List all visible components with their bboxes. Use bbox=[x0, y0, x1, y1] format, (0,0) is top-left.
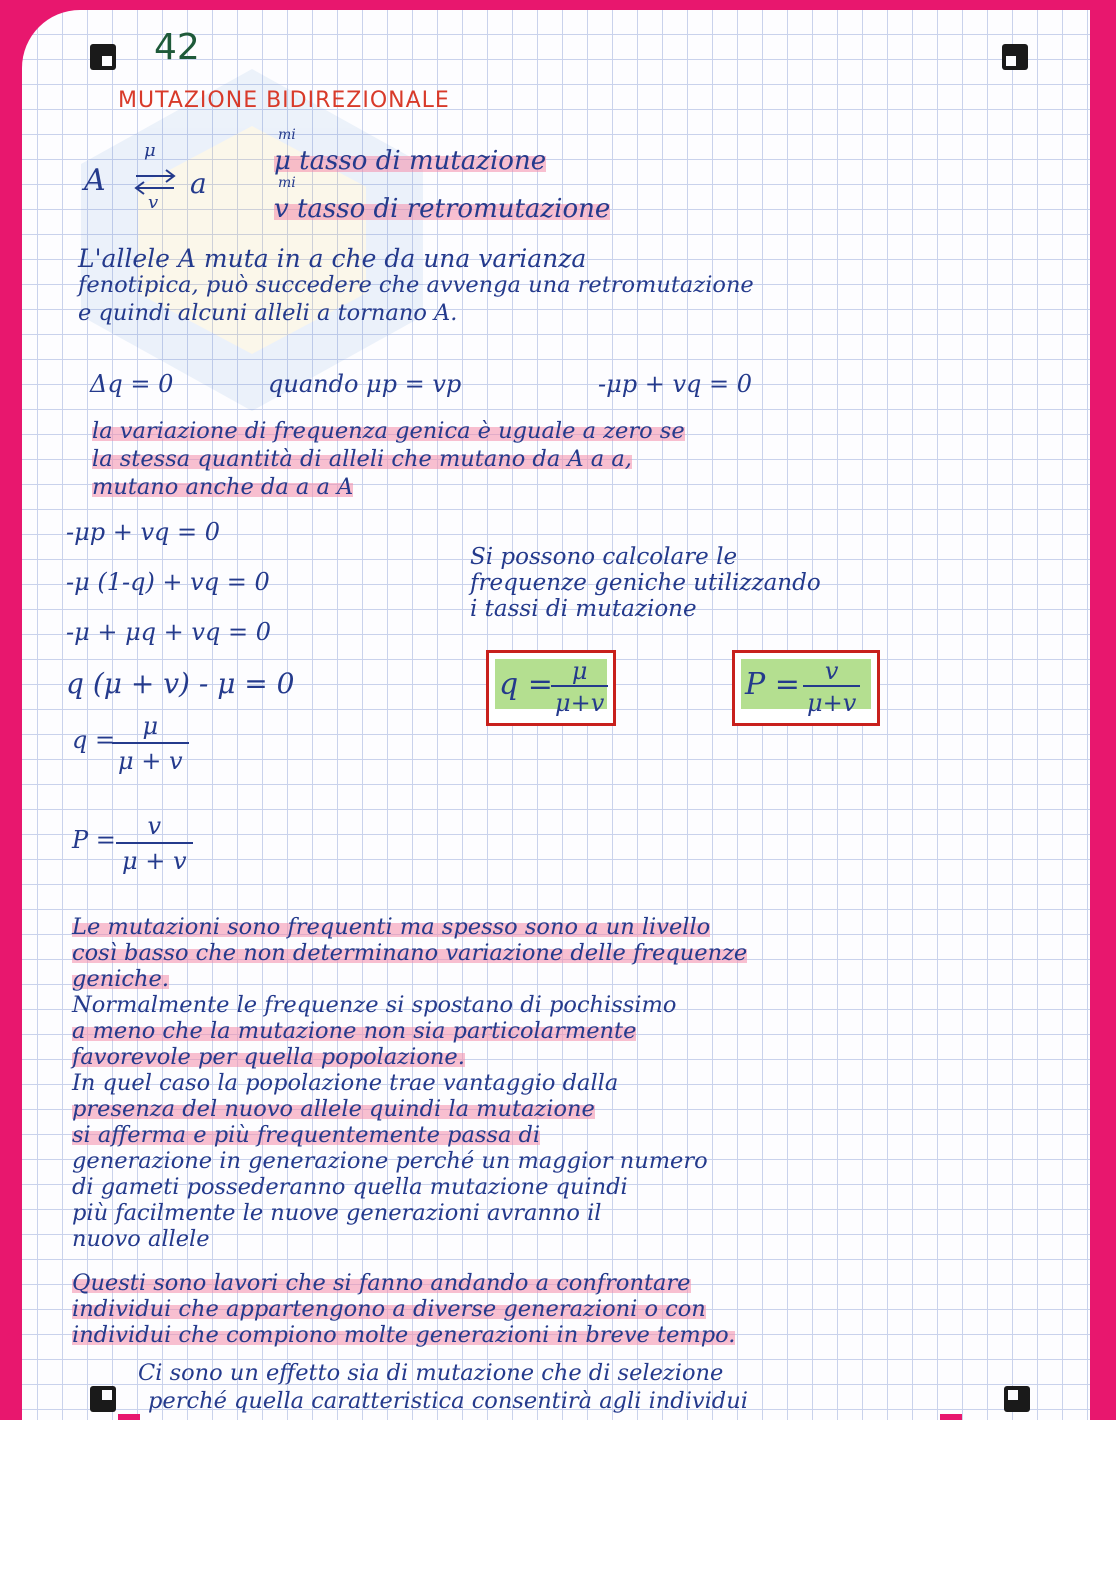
corner-mark-top-right bbox=[1002, 44, 1028, 70]
p-box-fraction bbox=[803, 657, 860, 717]
q-formula-fraction bbox=[112, 712, 189, 775]
para2-line3: mutano anche da a a A bbox=[92, 474, 354, 500]
para3-line2: così basso che non determinano variazione delle frequenze bbox=[72, 940, 748, 966]
p-formula-box bbox=[732, 650, 880, 726]
para3-line3: geniche. bbox=[72, 966, 169, 992]
para1-line3: e quindi alcuni alleli a tornano A. bbox=[78, 300, 458, 326]
arrow-bottom-label: v bbox=[148, 192, 159, 213]
bottom-mark-left bbox=[118, 1414, 140, 1420]
note-line1: Si possono calcolare le bbox=[470, 544, 738, 570]
page-title: MUTAZIONE BIDIREZIONALE bbox=[118, 88, 450, 113]
para3-line1: Le mutazioni sono frequenti ma spesso sono a un livello bbox=[72, 914, 711, 940]
mu-definition: μ tasso di mutazione bbox=[274, 146, 547, 176]
p-box-lhs: P = bbox=[745, 667, 800, 702]
para4-line1: Questi sono lavori che si fanno andando a confrontare bbox=[72, 1270, 691, 1296]
para1-line2: fenotipica, può succedere che avvenga una retromutazione bbox=[78, 272, 754, 298]
when-equation: quando μp = vp bbox=[268, 370, 462, 398]
q-formula-numerator: μ bbox=[142, 712, 159, 740]
q-formula-box bbox=[486, 650, 616, 726]
bottom-mark-right bbox=[940, 1414, 962, 1420]
delta-q-equation: Δq = 0 bbox=[90, 370, 174, 398]
allele-a-label: a bbox=[190, 167, 207, 200]
q-box-denominator: μ+v bbox=[551, 685, 608, 717]
para4-line3: individui che compiono molte generazioni in breve tempo. bbox=[72, 1322, 736, 1348]
para1-line1: L'allele A muta in a che da una varianza bbox=[78, 244, 587, 273]
corner-mark-bottom-left bbox=[90, 1386, 116, 1412]
para2-line1: la variazione di frequenza genica è uguale a zero se bbox=[92, 418, 685, 444]
p-formula-numerator: v bbox=[147, 812, 162, 840]
derivation-step1: -μp + vq = 0 bbox=[66, 518, 220, 546]
page-number: 42 bbox=[154, 27, 200, 68]
arrow-top-label: μ bbox=[144, 140, 156, 161]
sup-mi-2: mi bbox=[278, 175, 296, 191]
q-formula-lhs: q = bbox=[72, 726, 116, 754]
para3-line13: nuovo allele bbox=[72, 1226, 210, 1252]
para5-line2: perché quella caratteristica consentirà agli individui bbox=[148, 1388, 748, 1414]
para3-line4: Normalmente le frequenze si spostano di pochissimo bbox=[72, 992, 677, 1018]
derivation-step2: -μ (1-q) + vq = 0 bbox=[66, 568, 270, 596]
notebook-page bbox=[22, 10, 1090, 1420]
note-line2: frequenze geniche utilizzando bbox=[470, 570, 821, 596]
sup-mi-1: mi bbox=[278, 127, 296, 143]
para3-line7: In quel caso la popolazione trae vantaggio dalla bbox=[72, 1070, 619, 1096]
q-box-numerator: μ bbox=[571, 657, 588, 685]
corner-mark-bottom-right bbox=[1004, 1386, 1030, 1412]
para5-line1: Ci sono un effetto sia di mutazione che di selezione bbox=[138, 1360, 724, 1386]
para3-line5: a meno che la mutazione non sia particolarmente bbox=[72, 1018, 637, 1044]
p-box-denominator: μ+v bbox=[803, 685, 860, 717]
para3-line9: si afferma e più frequentemente passa di bbox=[72, 1122, 541, 1148]
corner-mark-top-left bbox=[90, 44, 116, 70]
q-formula-denominator: μ + v bbox=[112, 742, 189, 775]
q-box-fraction bbox=[551, 657, 608, 717]
condition-equation: -μp + vq = 0 bbox=[598, 370, 752, 398]
para3-line11: di gameti possederanno quella mutazione quindi bbox=[72, 1174, 628, 1200]
p-formula-fraction bbox=[116, 812, 193, 875]
note-line3: i tassi di mutazione bbox=[470, 596, 697, 622]
v-definition: v tasso di retromutazione bbox=[274, 194, 611, 224]
para3-line8: presenza del nuovo allele quindi la mutazione bbox=[72, 1096, 595, 1122]
derivation-step4: q (μ + v) - μ = 0 bbox=[66, 667, 295, 700]
allele-A-label: A bbox=[84, 163, 106, 198]
p-box-numerator: v bbox=[824, 657, 839, 685]
p-formula-lhs: P = bbox=[72, 826, 116, 854]
para3-line12: più facilmente le nuove generazioni avranno il bbox=[72, 1200, 602, 1226]
para4-line2: individui che appartengono a diverse generazioni o con bbox=[72, 1296, 706, 1322]
derivation-step3: -μ + μq + vq = 0 bbox=[66, 618, 271, 646]
p-formula-denominator: μ + v bbox=[116, 842, 193, 875]
para3-line6: favorevole per quella popolazione. bbox=[72, 1044, 465, 1070]
q-box-lhs: q = bbox=[499, 667, 553, 702]
para3-line10: generazione in generazione perché un maggior numero bbox=[72, 1148, 708, 1174]
para2-line2: la stessa quantità di alleli che mutano da A a a, bbox=[92, 446, 632, 472]
